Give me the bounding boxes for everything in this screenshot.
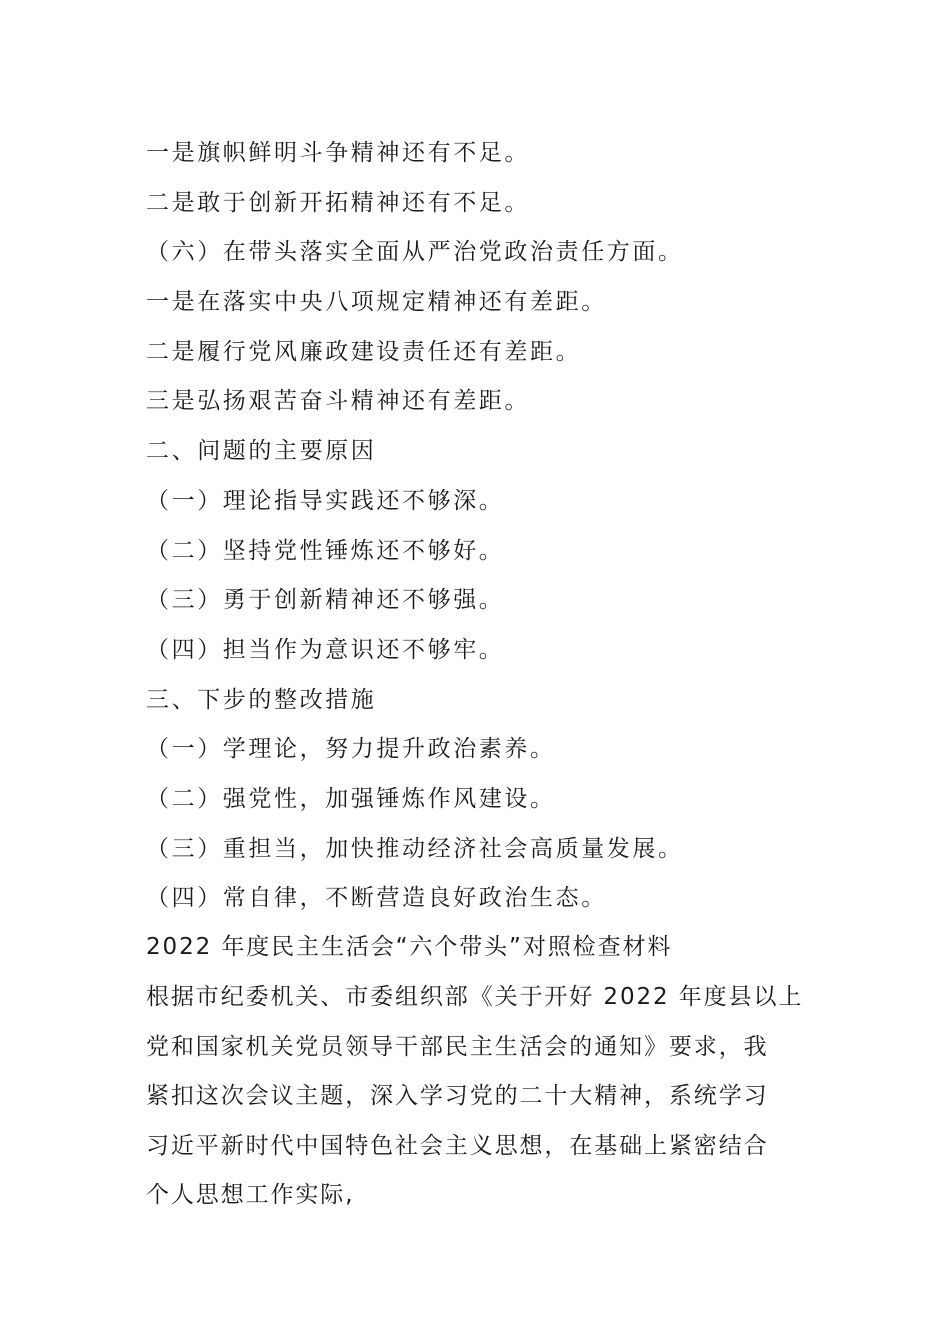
document-lines <box>146 133 826 928</box>
paragraph-line: 紧扣这次会议主题，深入学习党的二十大精神，系统学习 <box>146 1083 769 1110</box>
text-line: 二是敢于创新开拓精神还有不足。 <box>146 189 530 216</box>
section-heading: （六）在带头落实全面从严治党政治责任方面。 <box>146 239 684 266</box>
paragraph-line: 党和国家机关党员领导干部民主生活会的通知》要求，我 <box>146 1033 769 1060</box>
document-title: 2022 年度民主生活会“六个带头”对照检查材料 <box>146 934 673 960</box>
text-line: 一是旗帜鲜明斗争精神还有不足。 <box>146 140 530 166</box>
text-line: 二是履行党风廉政建设责任还有差距。 <box>146 338 582 365</box>
text-line: （一）学理论，努力提升政治素养。 <box>146 736 556 763</box>
text-line: （四）担当作为意识还不够牢。 <box>146 636 505 663</box>
paragraph-line: 个人思想工作实际, <box>146 1182 355 1209</box>
text-line: （三）重担当，加快推动经济社会高质量发展。 <box>146 835 684 862</box>
text-line: （四）常自律，不断营造良好政治生态。 <box>146 885 607 912</box>
text-line: 一是在落实中央八项规定精神还有差距。 <box>146 289 607 316</box>
paragraph-line: 习近平新时代中国特色社会主义思想，在基础上紧密结合 <box>146 1132 769 1159</box>
text-line: （一）理论指导实践还不够深。 <box>146 487 505 514</box>
body-paragraph <box>146 977 826 1225</box>
text-line: （二）坚持党性锤炼还不够好。 <box>146 537 505 564</box>
text-line: 三是弘扬艰苦奋斗精神还有差距。 <box>146 388 530 415</box>
paragraph-line: 根据市纪委机关、市委组织部《关于开好 2022 年度县以上 <box>146 984 804 1010</box>
section-heading: 二、问题的主要原因 <box>146 438 377 465</box>
text-line: （二）强党性，加强锤炼作风建设。 <box>146 785 556 812</box>
text-line: （三）勇于创新精神还不够强。 <box>146 587 505 614</box>
section-heading: 三、下步的整改措施 <box>146 686 377 713</box>
